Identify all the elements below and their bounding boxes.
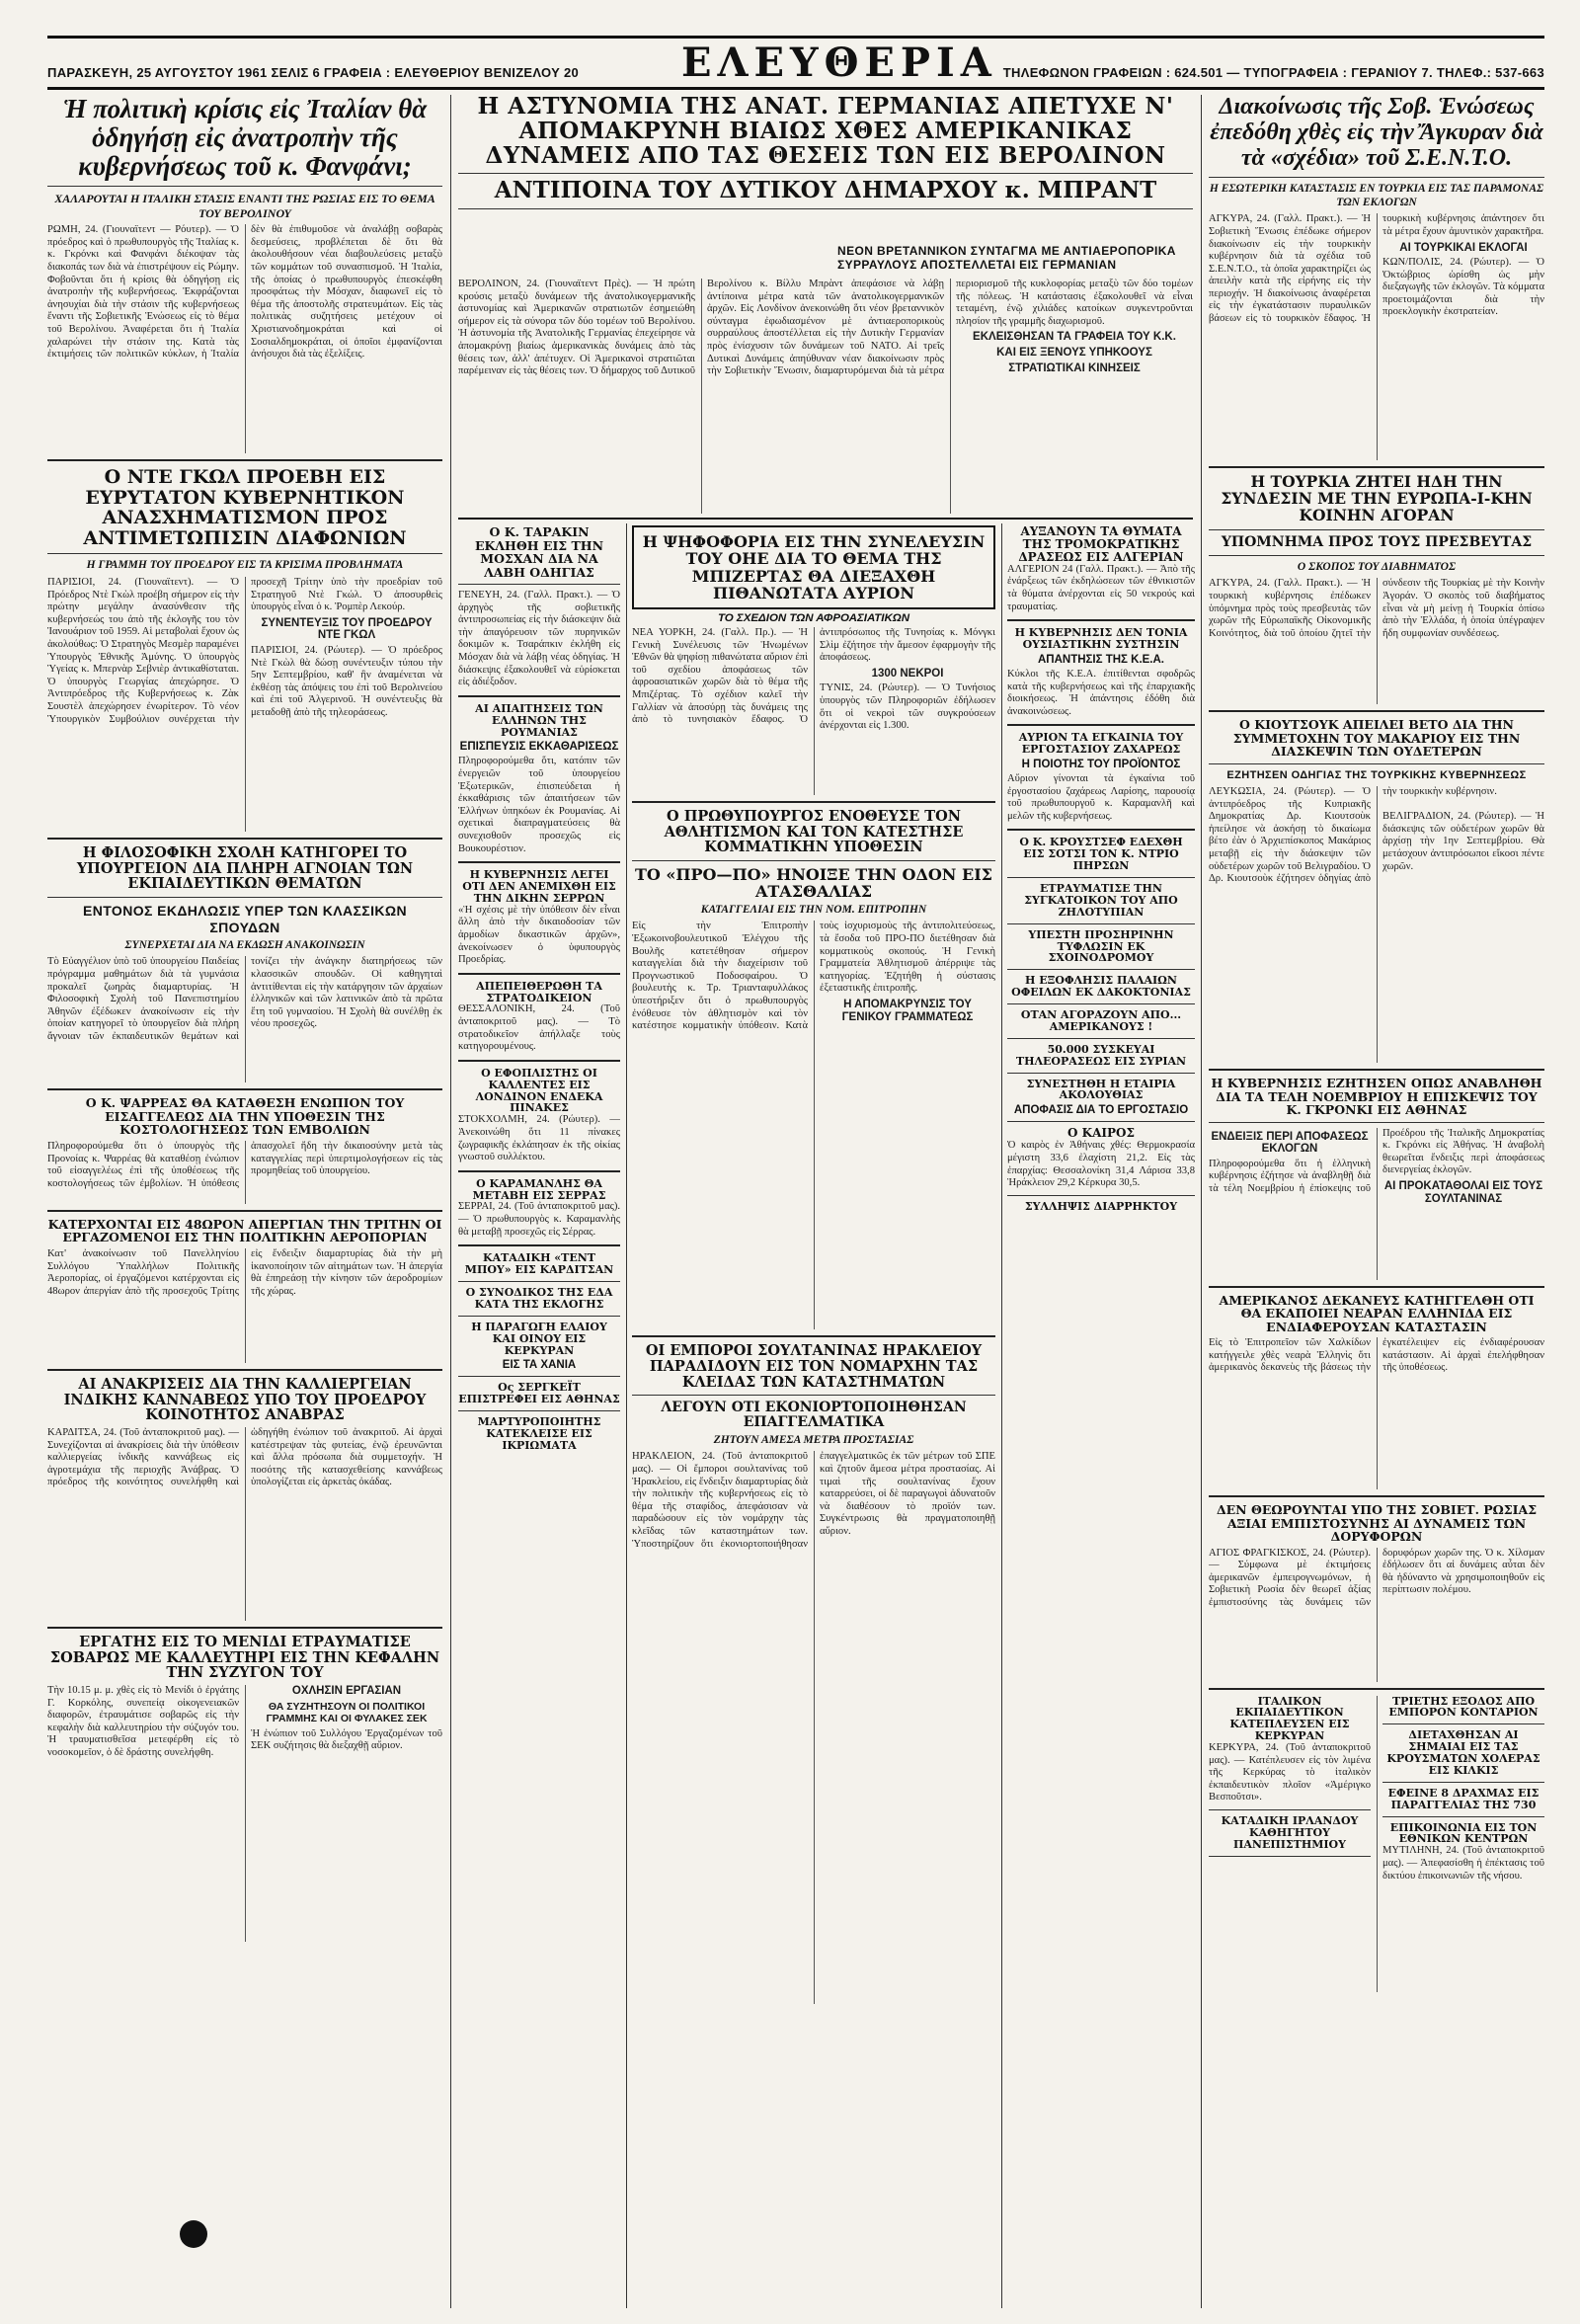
body-de-gaulle-interview: ΠΑΡΙΣΙΟΙ, 24. (Ρώυτερ). — Ὁ πρόεδρος Ντὲ Γκὼλ θὰ δώσῃ συνέντευξιν τύπου τὴν 5ην Σεπτεμβρίου, καθ' ἣν ἀναμένεται νὰ ἐκθέσῃ τὰς ἀπόψεις του ἐπὶ τοῦ Βερολινείου καὶ ἐπὶ τοῦ Ἀλγερινοῦ. Ἡ συνέντευξις θὰ μεταδοθῇ ἀπὸ τῆς τηλεοράσεως. [251, 645, 442, 719]
body-pm [632, 921, 995, 1329]
kicker-pm: ΚΑΤΑΓΓΕΛΙΑΙ ΕΙΣ ΤΗΝ ΝΟΜ. ΕΠΙΤΡΟΠΗΝ [700, 903, 927, 916]
body-kioutsouk [1209, 786, 1544, 1063]
body-uno-dead: ΤΥΝΙΣ, 24. (Ρώυτερ). — Ὁ Τυνήσιος ὑπουργὸς τῶν Πληροφοριῶν ἐδήλωσεν ὅτι οἱ νεκροὶ τῶν συγκρούσεων ἀνέρχονται εἰς 1.300. [820, 682, 995, 732]
column-center-left [458, 525, 620, 2308]
body-kea: Κύκλοι τῆς Κ.Ε.Α. ἐπιτίθενται σφοδρῶς κατὰ τῆς κυβερνήσεως καὶ τῆς ἐπαρχιακῆς διοικήσεως. Ἡ ἀπάντησις ἐδόθη διὰ ἀνακοινώσεως. [1007, 668, 1195, 717]
body-de-gaulle-main: ΠΑΡΙΣΙΟΙ, 24. (Γιουναϊτεντ). — Ὁ Πρόεδρος Ντὲ Γκὼλ προέβη σήμερον εἰς τὴν πρώτην μεγάλην ἀνασύνθεσιν τῆς κυβερνήσεώς του ἀπὸ τῆς ἐκλογῆς του τὸν Ἰανουάριον τοῦ 1959. Αἱ μεταβολαὶ ἔχουν ὡς ἀκολούθως: Ὁ Στρατηγὸς Μεσμὲρ παραμένει Ὑπουργὸς Ἐθνικῆς Ἀμύνης. Ὁ ὑπουργὸς Ὑγείας κ. Μπερνὰρ Σεβνιὲρ ἀντικαθίσταται. Ὁ ὑπουργὸς Γεωργίας ἀπεχώρησε. Ὁ Ἀντιπρόεδρος τῆς Κυβερνήσεως κ. Ζὰκ Σουστὲλ ἀπεχώρησεν ἐνωρίτερον. Τὸ νέον Ὑπουργικὸν Συμβούλιον συνέρχεται τὴν προσεχῆ Τρίτην ὑπὸ τὴν προεδρίαν τοῦ Στρατηγοῦ Ντὲ Γκώλ. Ὁ ἀποσυρθεὶς ὑπουργὸς εἶναι ὁ κ. Ῥομπὲρ Λεκούρ. [47, 577, 442, 725]
article-menidi [47, 1635, 442, 1942]
headline-serres-trial: Η ΚΥΒΕΡΝΗΣΙΣ ΛΕΓΕΙ ΟΤΙ ΔΕΝ ΑΝΕΜΙΧΘΗ ΕΙΣ ΤΗΝ ΔΙΚΗΝ ΣΕΡΡΩΝ [462, 868, 616, 905]
subkicker-menidi: ΘΑ ΣΥΖΗΤΗΣΟΥΝ ΟΙ ΠΟΛΙΤΙΚΟΙ ΓΡΑΜΜΗΣ ΚΑΙ ΟΙ ΦΥΛΑΚΕΣ ΣΕΚ [266, 1700, 428, 1725]
body-algeria: ΑΛΓΕΡΙΟΝ 24 (Γαλλ. Πρακτ.). — Ἀπὸ τῆς ἐνάρξεως τῶν ἐκδηλώσεων τῶν ἐθνικιστῶν τὰ θύματα ἀνέρχονται εἰς 50 νεκρούς καὶ τραυματίας. [1007, 563, 1195, 612]
headline-company: ΣΥΝΕΣΤΗΘΗ Η ΕΤΑΙΡΙΑ ΑΚΟΛΟΥΘΙΑΣ [1026, 1077, 1176, 1102]
column-left [47, 95, 442, 2308]
headline-sergeit: Ος ΣΕΡΓΚΕΪΤ ΕΠΙΣΤΡΕΦΕΙ ΕΙΣ ΑΘΗΝΑΣ [458, 1381, 620, 1406]
masthead-strip [47, 61, 1544, 83]
column-rule-3 [1001, 523, 1002, 2308]
column-center-right [1007, 525, 1195, 2308]
headline-drachmas: ΕΦΕΙΝΕ 8 ΔΡΑΧΜΑΣ ΕΙΣ ΠΑΡΑΓΓΕΛΙΑΣ ΤΗΣ 730 [1387, 1786, 1540, 1811]
body-menidi-main: Τὴν 10.15 μ. μ. χθὲς εἰς τὸ Μενίδι ὁ ἐργάτης Γ. Κορκόλης, συνεπείᾳ οἰκογενειακῶν διαφορῶν, ἐτραυμάτισε σοβαρῶς εἰς τὴν κεφαλὴν διὰ καλλευτηρίου τὴν σύζυγόν του. Ἡ τραυματισθεῖσα μετεφέρθη εἰς τὸ νοσοκομεῖον, ὁ δὲ δράστης συνελήφθη. [47, 1684, 239, 1758]
body-kioutsouk-main: ΛΕΥΚΩΣΙΑ, 24. (Ρώυτερ). — Ὁ ἀντιπρόεδρος τῆς Κυπριακῆς Δημοκρατίας Δρ. Κιουτσοὺκ ἠπείλησε νὰ ἀσκήσῃ τὸ δικαίωμα βέτο ἐὰν ὁ Ἀρχιεπίσκοπος Μακάριος μεταβῇ εἰς τὴν διάσκεψιν τῶν οὐδετέρων χωρῶν τοῦ Βελιγραδίου. Ὁ Δρ. Κιουτσοὺκ ἐζήτησεν ὁδηγίας ἀπὸ τὴν τουρκικὴν κυβέρνησιν. [1209, 786, 1497, 885]
headline-paintings: Ο ΕΦΟΠΛΙΣΤΗΣ ΟΙ ΚΑΛΛΕΝΤΕΣ ΕΙΣ ΛΟΝΔΙΝΟΝ ΕΝΔΕΚΑ ΠΙΝΑΚΕΣ [475, 1066, 603, 1115]
article-airport-strike [47, 1218, 442, 1363]
subhead-de-gaulle: Η ΓΡΑΜΜΗ ΤΟΥ ΠΡΟΕΔΡΟΥ ΕΙΣ ΤΑ ΚΡΙΣΙΜΑ ΠΡΟΒΛΗΜΑΤΑ [86, 559, 404, 572]
headline-algeria: ΑΥΞΑΝΟΥΝ ΤΑ ΘΥΜΑΤΑ ΤΗΣ ΤΡΟΜΟΚΡΑΤΙΚΗΣ ΔΡΑΣΕΩΣ ΕΙΣ ΑΛΓΕΡΙΑΝ [1018, 525, 1184, 564]
article-pm-athletics [632, 809, 995, 1329]
headline-martyr: ΜΑΡΤΥΡΟΠΟΙΗΤΗΣ ΚΑΤΕΚΛΕΙΣΕ ΕΙΣ ΙΚΡΙΩΜΑΤΑ [477, 1415, 601, 1452]
headline-heraklion: ΟΙ ΕΜΠΟΡΟΙ ΣΟΥΛΤΑΝΙΝΑΣ ΗΡΑΚΛΕΙΟΥ ΠΑΡΑΔΙΔΟΥΝ ΕΙΣ ΤΟΝ ΝΟΜΑΡΧΗΝ ΤΑΣ ΚΛΕΙΔΑΣ ΤΩΝ ΚΑΤΑΣΤΗΜΑΤΩΝ [645, 1342, 983, 1391]
masthead-bottom-rule [47, 87, 1544, 90]
article-philosophy-school [47, 845, 442, 1082]
kicker-purpose: Ο ΣΚΟΠΟΣ ΤΟΥ ΔΙΑΒΗΜΑΤΟΣ [1297, 560, 1457, 573]
body-menidi [47, 1685, 442, 1942]
article-de-gaulle [47, 467, 442, 832]
headline-court-martial: ΑΠΕΠΕΙΘΕΡΩΘΗ ΤΑ ΣΤΡΑΤΟΔΙΚΕΙΟΝ [476, 979, 602, 1004]
kicker-factory-decision: ΑΠΟΦΑΣΙΣ ΔΙΑ ΤΟ ΕΡΓΟΣΤΑΣΙΟ [1013, 1104, 1189, 1117]
body-pm-main: Εἰς τὴν Ἐπιτροπὴν Ἐξωκοινοβουλευτικοῦ Ἐλέγχου τῆς Βουλῆς κατετέθησαν σήμερον καταγγελίαι διὰ τὴν διαχείρισιν τοῦ Προγνωστικοῦ Ποδοσφαίρου. Ὁ βουλευτὴς κ. Τρ. Τριανταφυλλάκος ὑπεστήριξεν ὅτι ὁ πρωθυπουργὸς ἐνόθευσε τὸν ἀθλητισμὸν καὶ τὸν κατέστησε κομματικὴν ὑπόθεσιν. Κατὰ τοὺς ἰσχυρισμοὺς τῆς ἀντιπολιτεύσεως, τὰ ἔσοδα τοῦ ΠΡΟ-ΠΟ διετέθησαν διὰ κομματικοὺς σκοπούς. Ἡ Γενικὴ Γραμματεία Ἀθλητισμοῦ ἀπέρριψε τὰς κατηγορίας. Ἐζητήθη ἡ σύστασις ἐξεταστικῆς ἐπιτροπῆς. [632, 921, 995, 1032]
headline-kannabis: ΑΙ ΑΝΑΚΡΙΣΕΙΣ ΔΙΑ ΤΗΝ ΚΑΛΛΙΕΡΓΕΙΑΝ ΙΝΔΙΚΗΣ ΚΑΝΝΑΒΕΩΣ ΥΠΟ ΤΟΥ ΠΡΟΕΔΡΟΥ ΚΟΙΝΟΤΗΤΟΣ ΑΝΑΒΡΑΣ [63, 1375, 427, 1424]
masthead [0, 0, 1580, 91]
headline-pm: Ο ΠΡΩΘΥΠΟΥΡΓΟΣ ΕΝΟΘΕΥΣΕ ΤΟΝ ΑΘΛΗΤΙΣΜΟΝ ΚΑΙ ΤΟΝ ΚΑΤΕΣΤΗΣΕ ΚΟΜΜΑΤΙΚΗΝ ΥΠΟΘΕΣΙΝ [664, 808, 964, 856]
headline-kioutsouk: Ο ΚΙΟΥΤΣΟΥΚ ΑΠΕΙΛΕΙ ΒΕΤΟ ΔΙΑ ΤΗΝ ΣΥΜΜΕΤΟΧΗΝ ΤΟΥ ΜΑΚΑΡΙΟΥ ΕΙΣ ΤΗΝ ΔΙΑΣΚΕΨΙΝ ΤΩΝ ΟΥΔΕΤΕΡΩΝ [1232, 717, 1521, 760]
headline-weather: Ο ΚΑΙΡΟΣ [1067, 1126, 1135, 1141]
headline-three-year: ΤΡΙΕΤΗΣ ΕΞΟΔΟΣ ΑΠΟ ΕΜΠΟΡΟΝ ΚΟΝΤΑΡΙΟΝ [1388, 1694, 1539, 1720]
headline-ted-bou: ΚΑΤΑΔΙΚΗ «ΤΕΝΤ ΜΠΟΥ» ΕΙΣ ΚΑΡΔΙΤΣΑΝ [464, 1251, 614, 1277]
body-soviet: ΑΓΙΟΣ ΦΡΑΓΚΙΣΚΟΣ, 24. (Ρώυτερ). — Σύμφωνα μὲ ἐκτιμήσεις ἀμερικανῶν ἐμπειρογνωμόνων, ἡ Σοβιετικὴ Ρωσία δὲν θεωρεῖ ἀξίας ἐμπιστοσύνης τὰς δυνάμεις τῶν δορυφόρων χωρῶν της. Ὁ κ. Χίλσμαν ἐδήλωσεν ὅτι αἱ δυνάμεις αὗται δὲν θὰ ἠδύναντο νὰ χρησιμοποιηθοῦν εἰς περίπτωσιν πολέμου. [1209, 1547, 1544, 1608]
body-airport: Κατ' ἀνακοίνωσιν τοῦ Πανελληνίου Συλλόγου Ὑπαλλήλων Πολιτικῆς Ἀεροπορίας, οἱ ἐργαζόμενοι κατέρχονται εἰς 48ωρον ἀπεργίαν ἀπὸ τῆς προσεχοῦς Τρίτης εἰς ἔνδειξιν διαμαρτυρίας διὰ τὴν μὴ ἱκανοποίησιν τῶν αἰτημάτων των. Ἡ ἀπεργία θὰ ἐπηρεάσῃ τὴν κίνησιν τῶν ἀεροδρομίων τῆς χώρας. [47, 1247, 442, 1297]
kicker-advances: ΑΙ ΠΡΟΚΑΤΑΘΟΛΑΙ ΕΙΣ ΤΟΥΣ ΣΟΥΛΤΑΝΙΝΑΣ [1383, 1179, 1543, 1205]
headline-philosophy: Η ΦΙΛΟΣΟΦΙΚΗ ΣΧΟΛΗ ΚΑΤΗΓΟΡΕΙ ΤΟ ΥΠΟΥΡΓΕΙΟΝ ΔΙΑ ΠΛΗΡΗ ΑΓΝΟΙΑΝ ΤΩΝ ΕΚΠΑΙΔΕΥΤΙΚΩΝ ΘΕΜΑΤΩΝ [76, 844, 414, 893]
headline-khrushchev: Ο Κ. ΚΡΟΥΣΤΣΕΦ ΕΔΕΧΘΗ ΕΙΣ ΣΟΤΣΙ ΤΟΝ Κ. ΝΤΡΙΟ ΠΗΡΣΩΝ [1019, 836, 1183, 873]
body-de-gaulle [47, 577, 442, 832]
column-center [632, 525, 995, 2308]
body-tarakin: ΓΕΝΕΥΗ, 24. (Γαλλ. Πρακτ.). — Ὁ ἀρχηγὸς τῆς σοβιετικῆς ἀντιπροσωπείας εἰς τὴν διάσκεψιν διὰ τὴν ἀπαγόρευσιν τῶν πυρηνικῶν δοκιμῶν κ. Τσαράπκιν ἐκλήθη εἰς Μόσχαν διὰ νὰ λάβῃ νέας ὁδηγίας. Ἡ διάσκεψις ἐξακολουθεῖ νὰ εὑρίσκεται εἰς ἀδιέξοδον. [458, 590, 620, 688]
newspaper-title: ΕΛΕΥΘΕΡΙΑ [681, 40, 997, 86]
headline-airport: ΚΑΤΕΡΧΟΝΤΑΙ ΕΙΣ 48ΩΡΟΝ ΑΠΕΡΓΙΑΝ ΤΗΝ ΤΡΙΤΗΝ ΟΙ ΕΡΓΑΖΟΜΕΝΟΙ ΕΙΣ ΤΗΝ ΠΟΛΙΤΙΚΗΝ ΑΕΡΟΠΟΡΙΑΝ [47, 1216, 442, 1245]
kicker-product-quality: Η ΠΟΙΟΤΗΣ ΤΟΥ ΠΡΟΪΟΝΤΟΣ [1021, 759, 1181, 771]
article-kannabis [47, 1377, 442, 1621]
headline-american: ΑΜΕΡΙΚΑΝΟΣ ΔΕΚΑΝΕΥΣ ΚΑΤΗΓΓΕΛΘΗ ΟΤΙ ΘΑ ΕΚΑΠΟΙΕΙ ΝΕΑΡΑΝ ΕΛΛΗΝΙΔΑ ΕΙΣ ΕΝΔΙΑΦΕΡΟΥΣΑΝ ΚΑΤΑΣΤΑΣΙΝ [1219, 1292, 1535, 1334]
body-gronchi-main: Πληροφορούμεθα ὅτι ἡ ἑλληνικὴ κυβέρνησις ἐζήτησε νὰ ἀναβληθῇ διὰ τὰ τέλη Νοεμβρίου ἡ ἐπίσκεψις τοῦ Προέδρου τῆς Ἰταλικῆς Δημοκρατίας κ. Γκρόνκι εἰς Ἀθήνας. Ἡ ἀναβολὴ θεωρεῖται ἔνδειξις περὶ ἀποφάσεως διενεργείας ἐκλογῶν. [1209, 1127, 1544, 1194]
headline-tv-syria: 50.000 ΣΥΣΚΕΥΑΙ ΤΗΛΕΟΡΑΣΕΩΣ ΕΙΣ ΣΥΡΙΑΝ [1015, 1042, 1187, 1068]
headline-psarreas: Ο Κ. ΨΑΡΡΕΑΣ ΘΑ ΚΑΤΑΘΕΣΗ ΕΝΩΠΙΟΝ ΤΟΥ ΕΙΣΑΓΓΕΛΕΩΣ ΔΙΑ ΤΗΝ ΥΠΟΘΕΣΙΝ ΤΗΣ ΚΟΣΤΟΛΟΓΗΣΕΩΣ ΤΩΝ ΕΜΒΟΛΙΩΝ [85, 1095, 405, 1138]
headline-uno: Η ΨΗΦΟΦΟΡΙΑ ΕΙΣ ΤΗΝ ΣΥΝΕΛΕΥΣΙΝ ΤΟΥ ΟΗΕ ΔΙΑ ΤΟ ΘΕΜΑ ΤΗΣ ΜΠΙΖΕΡΤΑΣ ΘΑ ΔΙΕΞΑΧΘΗ ΠΙΘΑΝΩΤΑΤΑ ΑΥΡΙΟΝ [642, 532, 986, 602]
headline-cholera: ΔΙΕΤΑΧΘΗΣΑΝ ΑΙ ΣΗΜΑΙΑΙ ΕΙΣ ΤΑΣ ΚΡΟΥΣΜΑΤΩΝ ΧΟΛΕΡΑΣ ΕΙΣ ΚΙΛΚΙΣ [1386, 1728, 1540, 1777]
headline-government-tonia: Η ΚΥΒΕΡΝΗΣΙΣ ΔΕΝ ΤΟΝΙΑ ΟΥΣΙΑΣΤΙΚΗΝ ΣΥΣΤΗΣΙΝ [1014, 626, 1188, 652]
headline-menidi: ΕΡΓΑΤΗΣ ΕΙΣ ΤΟ ΜΕΝΙΔΙ ΕΤΡΑΥΜΑΤΙΣΕ ΣΟΒΑΡΩΣ ΜΕ ΚΑΛΛΕΥΤΗΡΙ ΕΙΣ ΤΗΝ ΚΕΦΑΛΗΝ ΤΗΝ ΣΥΖΥΓΟΝ ΤΟΥ [49, 1633, 440, 1682]
subhead-cento: Η ΕΣΩΤΕΡΙΚΗ ΚΑΤΑΣΤΑΣΙΣ ΕΝ ΤΟΥΡΚΙΑ ΕΙΣ ΤΑΣ ΠΑΡΑΜΟΝΑΣ ΤΩΝ ΕΚΛΟΓΩΝ [1209, 182, 1544, 208]
article-turkey-eec [1209, 474, 1544, 704]
kicker-berlin-offices: ΕΚΛΕΙΣΘΗΣΑΝ ΤΑ ΓΡΑΦΕΙΑ ΤΟΥ Κ.Κ. [973, 331, 1176, 344]
body-karamanlis-serres: ΣΕΡΡΑΙ, 24. (Τοῦ ἀνταποκριτοῦ μας). — Ὁ πρωθυπουργὸς κ. Καραμανλὴς θὰ μεταβῇ προσεχῶς εἰς Σέρρας. [458, 1201, 620, 1238]
body-psarreas: Πληροφορούμεθα ὅτι ὁ ὑπουργὸς τῆς Προνοίας κ. Ψαρρέας θὰ καταθέσῃ ἐνώπιον τοῦ εἰσαγγελέως ἐπὶ τῆς ὑποθέσεως τῆς κοστολογήσεως τῶν ἐμβολίων. Ἡ ὑπόθεσις ἀπασχολεῖ ἤδη τὴν δικαιοσύνην μετὰ τὰς καταγγελίας περὶ ὑπερτιμολογήσεων εἰς τὰς προμηθείας τοῦ ὑπουργείου. [47, 1140, 442, 1189]
subhead-kioutsouk: ΕΖΗΤΗΣΕΝ ΟΔΗΓΙΑΣ ΤΗΣ ΤΟΥΡΚΙΚΗΣ ΚΥΒΕΡΝΗΣΕΩΣ [1226, 768, 1527, 781]
body-uno-main: ΝΕΑ ΥΟΡΚΗ, 24. (Γαλλ. Πρ.). — Ἡ Γενικὴ Συνέλευσις τῶν Ἡνωμένων Ἐθνῶν θὰ ψηφίσῃ πιθανώτατα αὔριον ἐπὶ τοῦ σχεδίου ἀποφάσεως τῶν ἀφροασιατικῶν χωρῶν διὰ τὸ θέμα τῆς Μπιζέρτας. Τὸ σχέδιον καλεῖ τὴν Γαλλίαν νὰ ἀποσύρῃ τὰς δυνάμεις της ἀπὸ τὸ τυνησιακὸν ἔδαφος. Ὁ ἀντιπρόσωπος τῆς Τυνησίας κ. Μόνγκι Σλὶμ ἐζήτησε τὴν ἄμεσον ἐφαρμογὴν τῆς ἀποφάσεως. [632, 627, 995, 726]
body-philosophy: Τὸ Εὐαγγέλιον ὑπὸ τοῦ ὑπουργείου Παιδείας πρόγραμμα μαθημάτων διὰ τὰ γυμνάσια προκαλεῖ ζωηρὰς διαμαρτυρίας. Ἡ Φιλοσοφικὴ Σχολὴ τοῦ Πανεπιστημίου Ἀθηνῶν ἐξέδωκεν ἀνακοίνωσιν εἰς τὴν ὁποίαν κατηγορεῖ τὸ ὑπουργεῖον διὰ πλήρη ἄγνοιαν τῶν ἐκπαιδευτικῶν θεμάτων καὶ τονίζει τὴν ἀνάγκην διατηρήσεως τῶν κλασσικῶν σπουδῶν. Οἱ καθηγηταὶ ἀντιτίθενται εἰς τὴν κατάργησιν τῶν ἀρχαίων ἑλληνικῶν καὶ τῶν λατινικῶν ἀπὸ τὰ πρῶτα ἔτη τοῦ γυμνασίου. Ἡ Σχολὴ θὰ συνέλθῃ ἐκ νέου προσεχῶς. [47, 956, 442, 1043]
body-heraklion: ΗΡΑΚΛΕΙΟΝ, 24. (Τοῦ ἀνταποκριτοῦ μας). — Οἱ ἔμποροι σουλτανίνας τοῦ Ἡρακλείου, εἰς ἔνδειξιν διαμαρτυρίας διὰ τὴν πολιτικὴν τῆς κυβερνήσεως εἰς τὸ θέμα τῆς σταφίδος, ἀπεφάσισαν νὰ παραδώσουν εἰς τὸν νομάρχην τὰς κλεῖδας τῶν καταστημάτων των. Ὑποστηρίζουν ὅτι ἐκονιορτοποιήθησαν ἐπαγγελματικῶς ἐκ τῶν μέτρων τοῦ ΣΠΕ καὶ ζητοῦν ἄμεσα μέτρα προστασίας. Αἱ τιμαὶ τῆς σουλτανίνας ἔχουν καταρρεύσει, οἱ δὲ παραγωγοὶ ἀδυνατοῦν νὰ διαθέσουν τὸ προϊόν των. Συγκέντρωσις θὰ πραγματοποιηθῇ αὔριον. [632, 1451, 995, 1550]
body-uno [632, 627, 995, 795]
body-romania: Πληροφορούμεθα ὅτι, κατόπιν τῶν ἐνεργειῶν τοῦ ὑπουργείου Ἐξωτερικῶν, ἐπισπεύδεται ἡ ἐκκαθάρισις τῶν ἀπαιτήσεων τῶν Ἑλλήνων ὑπηκόων ἐκ Ρουμανίας. Αἱ σχετικαὶ διαπραγματεύσεις θὰ συνεχισθοῦν προσεχῶς εἰς Βουκουρέστιον. [458, 756, 620, 854]
article-uno-bizerte [632, 525, 995, 609]
kicker-kea: ΑΠΑΝΤΗΣΙΣ ΤΗΣ Κ.Ε.Α. [1037, 653, 1165, 666]
body-weather: Ὁ καιρὸς ἐν Ἀθήναις χθές: Θερμοκρασία μέγιστη 33,6 ἐλαχίστη 21,2. Εἰς τὰς ἐπαρχίας: Θεσσαλονίκη 31,4 Λάρισα 33,8 Ἡράκλειον 29,2 Κέρκυρα 30,5. [1007, 1140, 1195, 1189]
subhead-italy: ΧΑΛΑΡΟΥΤΑΙ Η ΙΤΑΛΙΚΗ ΣΤΑΣΙΣ ΕΝΑΝΤΙ ΤΗΣ ΡΩΣΙΑΣ ΕΙΣ ΤΟ ΘΕΜΑ ΤΟΥ ΒΕΡΟΛΙΝΟΥ [54, 192, 435, 220]
article-kerkyra-group [1209, 1696, 1544, 1992]
headline-gronchi: Η ΚΥΒΕΡΝΗΣΙΣ ΕΖΗΤΗΣΕΝ ΟΠΩΣ ΑΝΑΒΛΗΘΗ ΔΙΑ ΤΑ ΤΕΛΗ ΝΟΕΜΒΡΙΟΥ Η ΕΠΙΣΚΕΨΙΣ ΤΟΥ Κ. ΓΚΡΟΝΚΙ ΕΙΣ ΑΘΗΝΑΣ [1211, 1076, 1542, 1118]
kicker-berlin-foreign: ΚΑΙ ΕΙΣ ΞΕΝΟΥΣ ΥΠΗΚΟΟΥΣ [996, 346, 1152, 359]
headline-communication: ΕΠΙΚΟΙΝΩΝΙΑ ΕΙΣ ΤΟΝ ΕΘΝΙΚΩΝ ΚΕΝΤΡΩΝ [1389, 1820, 1538, 1846]
headline-debts: Η ΕΞΟΦΛΗΣΙΣ ΠΑΛΑΙΩΝ ΟΦΕΙΛΩΝ ΕΚ ΔΑΚΟΚΤΟΝΙΑΣ [1011, 974, 1191, 1000]
kicker-menidi: ΟΧΛΗΣΙΝ ΕΡΓΑΣΙΑΝ [291, 1684, 402, 1697]
headline-romania: ΑΙ ΑΠΑΙΤΗΣΕΙΣ ΤΩΝ ΕΛΛΗΝΩΝ ΤΗΣ ΡΟΥΜΑΝΙΑΣ [475, 701, 603, 739]
headline-kerkyra-ship: ΙΤΑΛΙΚΟΝ ΕΚΠΑΙΔΕΥΤΙΚΟΝ ΚΑΤΕΠΛΕΥΣΕΝ ΕΙΣ ΚΕΡΚΥΡΑΝ [1229, 1694, 1350, 1743]
subhead-heraklion: ΛΕΓΟΥΝ ΟΤΙ ΕΚΟΝΙΟΡΤΟΠΟΙΗΘΗΣΑΝ ΕΠΑΓΓΕΛΜΑΤΙΚΑ [661, 1400, 967, 1431]
body-american: Εἰς τὸ Ἐπιτροπεῖον τῶν Χαλκίδων κατήγγειλε χθὲς νεαρὰ Ἑλληνὶς ὅτι ἀμερικανὸς δεκανεὺς τῆς βάσεως τὴν ἐγκατέλειψεν εἰς ἐνδιαφέρουσαν κατάστασιν. Αἱ ἀρχαὶ ἐπελήφθησαν τῆς ὑποθέσεως. [1209, 1337, 1544, 1374]
headline-jealousy: ΕΤΡΑΥΜΑΤΙΣΕ ΤΗΝ ΣΥΓΚΑΤΟΙΚΟΝ ΤΟΥ ΑΠΟ ΖΗΛΟΤΥΠΙΑΝ [1024, 882, 1178, 919]
article-cento-note [1209, 95, 1544, 460]
body-communication: ΜΥΤΙΛΗΝΗ, 24. (Τοῦ ἀνταποκριτοῦ μας). — Ἀπεφασίσθη ἡ ἐπέκτασις τοῦ δικτύου ἐπικοινωνιῶν τῆς νήσου. [1382, 1845, 1544, 1882]
headline-kerkyra-oil: Η ΠΑΡΑΓΩΓΗ ΕΛΑΙΟΥ ΚΑΙ ΟΙΝΟΥ ΕΙΣ ΚΕΡΚΥΡΑΝ [471, 1320, 607, 1357]
body-kerkyra-ship: ΚΕΡΚΥΡΑ, 24. (Τοῦ ἀνταποκριτοῦ μας). — Κατέπλευσεν εἰς τὸν λιμένα τῆς Κερκύρας τὸ ἰταλικὸν ἐκπαιδευτικὸν πλοῖον «Ἀμέριγκο Βεσποῦτσι». [1209, 1742, 1371, 1803]
kicker-berlin-military: ΣΤΡΑΤΙΩΤΙΚΑΙ ΚΙΝΗΣΕΙΣ [1008, 361, 1141, 374]
body-gronchi [1209, 1128, 1544, 1280]
subkicker-british [837, 244, 1193, 274]
phone-line: ΤΗΛΕΦΩΝΟΝ ΓΡΑΦΕΙΩΝ : 624.501 — ΤΥΠΟΓΡΑΦΕΙΑ : ΓΕΡΑΝΙΟΥ 7. ΤΗΛΕΦ.: 537-663 [1002, 65, 1544, 80]
subhead-brandt: ΑΝΤΙΠΟΙΝΑ ΤΟΥ ΔΥΤΙΚΟΥ ΔΗΜΑΡΧΟΥ κ. ΜΠΡΑΝΤ [494, 177, 1157, 204]
sub-british-regiment: ΝΕΟΝ ΒΡΕΤΑΝΝΙΚΟΝ ΣΥΝΤΑΓΜΑ ΜΕ ΑΝΤΙΑΕΡΟΠΟΡΙΚΑ ΣΥΡΡΑΥΛΟΥΣ ΑΠΟΣΤΕΛΛΕΤΑΙ ΕΙΣ ΓΕΡΜΑΝΙΑΝ [837, 244, 1176, 273]
kicker-romania: ΕΠΙΣΠΕΥΣΙΣ ΕΚΚΑΘΑΡΙΣΕΩΣ [459, 741, 619, 754]
headline-eda: Ο ΣΥΝΟΔΙΚΟΣ ΤΗΣ ΕΔΑ ΚΑΤΑ ΤΗΣ ΕΚΛΟΓΗΣ [465, 1286, 613, 1311]
article-heraklion-merchants [632, 1343, 995, 2004]
kicker-heraklion: ΖΗΤΟΥΝ ΑΜΕΣΑ ΜΕΤΡΑ ΠΡΟΣΤΑΣΙΑΣ [713, 1433, 914, 1446]
subhead-uno: ΤΟ ΣΧΕΔΙΟΝ ΤΩΝ ΑΦΡΟΑΣΙΑΤΙΚΩΝ [717, 612, 910, 625]
body-cento-main: ΑΓΚΥΡΑ, 24. (Γαλλ. Πρακτ.). — Ἡ Σοβιετικὴ Ἕνωσις ἐπέδωκε σήμερον διακοίνωσιν εἰς τὴν τουρκικὴν κυβέρνησιν διὰ τὰ σχέδια τοῦ Σ.Ε.Ν.Τ.Ο., τὰ ὁποῖα χαρακτηρίζει ὡς ἀπειλὴν κατὰ τῆς εἰρήνης εἰς τὴν περιοχήν. Ἡ διακοίνωσις ἀναφέρεται εἰς τὴν ἐγκατάστασιν πυραυλικῶν βάσεων εἰς τὸ τουρκικὸν ἔδαφος. Ἡ τουρκικὴ κυβέρνησις ἀπάντησεν ὅτι τὰ μέτρα ἔχουν ἀμυντικὸν χαρακτῆρα. [1209, 213, 1544, 325]
column-rule-2 [626, 523, 627, 2308]
body-kannabis: ΚΑΡΔΙΤΣΑ, 24. (Τοῦ ἀνταποκριτοῦ μας). — Συνεχίζονται αἱ ἀνακρίσεις διὰ τὴν ὑπόθεσιν καλλιεργείας ἰνδικῆς καννάβεως εἰς ἀγροτεμάχια τῆς περιοχῆς Ἀνάβρας. Ὁ πρόεδρος τῆς κοινότητος συνελήφθη καὶ ὡδηγήθη ἐνώπιον τοῦ ἀνακριτοῦ. Αἱ ἀρχαὶ κατέστρεψαν τὰς φυτείας, ἐνῷ ἐρευνῶνται καὶ ἄλλα πρόσωπα διὰ συμμετοχήν. Ἡ ποσότης τῆς κατασχεθείσης καννάβεως ὑπολογίζεται εἰς ἀρκετὰς ὀκάδας. [47, 1426, 442, 1488]
body-court-martial: ΘΕΣΣΑΛΟΝΙΚΗ, 24. (Τοῦ ἀνταποκριτοῦ μας). — Τὸ στρατοδικεῖον ἀπήλλαξε τοὺς κατηγορουμένους. [458, 1003, 620, 1053]
kicker-chania: ΕΙΣ ΤΑ ΧΑΝΙΑ [502, 1359, 577, 1372]
subhead-philosophy: ΣΥΝΕΡΧΕΤΑΙ ΔΙΑ ΝΑ ΕΚΔΩΣΗ ΑΝΑΚΟΙΝΩΣΙΝ [124, 938, 365, 951]
headline-burglar: ΣΥΛΛΗΨΙΣ ΔΙΑΡΡΗΚΤΟΥ [1024, 1199, 1178, 1213]
body-italy: ΡΩΜΗ, 24. (Γιουναϊτεντ — Ρόυτερ). — Ὁ πρόεδρος καὶ ὁ πρωθυπουργὸς τῆς Ἰταλίας κ. κ. Γκρόνκι καὶ Φανφάνι διέκοψαν τὰς διακοπάς των διὰ νὰ ἐπιστρέψουν εἰς Ρώμην. Φοβοῦνται ὅτι ἡ κρίσις θὰ ὁδηγήσῃ εἰς ἀνατροπὴν τῆς κυβερνήσεως. Ἐκφράζονται ἀνησυχίαι διὰ τὴν στάσιν τῆς κυβερνήσεως ἔναντι τῆς Σοβιετικῆς Ἑνώσεως εἰς τὸ θέμα τοῦ Βερολίνου. Ἀναφέρεται ὅτι ἡ Ἰταλία χαλαρώνει τὴν στάσιν της. Κατὰ τὰς ἐκτιμήσεις τῶν πολιτικῶν κύκλων, ἡ Ἰταλία δὲν θὰ ἐπιθυμοῦσε νὰ ἀναλάβῃ σοβαρὰς δεσμεύσεις, προβλέπεται δὲ ὅτι θὰ ἀκολουθήσουν νέαι διαβουλεύσεις μεταξὺ τῶν κομμάτων τοῦ συνασπισμοῦ. Ἡ Ἰταλία, τῆς ὁποίας ὁ πρωθυπουργὸς ἐπεσκέφθη προσφάτως τὴν Μόσχαν, διαφωνεῖ εἰς τὸ θέμα τῆς ἀποστολῆς στρατευμάτων. Εἰς τὰς πολιτικὰς συζητήσεις μετέχουν οἱ Χριστιανοδημοκράται καὶ οἱ Σοσιαλδημοκράται, οἱ ὁποῖοι ἐμφανίζονται ἀνήσυχοι διὰ τὰς ἐξελίξεις. [47, 224, 442, 361]
body-turkish-elections: ΚΩΝ/ΠΟΛΙΣ, 24. (Ρώυτερ). — Ὁ Ὀκτώβριος ὡρίσθη ὡς μὴν διεξαγωγῆς τῶν ἐκλογῶν. Τὰ κόμματα προετοιμάζονται διὰ τὴν προεκλογικὴν ἐκστρατείαν. [1382, 257, 1544, 318]
kicker-uno-dead: 1300 ΝΕΚΡΟΙ [871, 667, 944, 680]
ink-blot [180, 2220, 207, 2248]
kicker-elections-indication: ΕΝΔΕΙΞΙΣ ΠΕΡΙ ΑΠΟΦΑΣΕΩΣ ΕΚΛΟΓΩΝ [1211, 1130, 1369, 1156]
column-rule-4 [1201, 95, 1202, 2308]
body-menidi-second: Ἡ ἐνώπιον τοῦ Συλλόγου Ἐργαζομένων τοῦ ΣΕΚ συζήτησις θὰ διεξαχθῇ αὔριον. [251, 1727, 442, 1752]
headline-berlin: Η ΑΣΤΥΝΟΜΙΑ ΤΗΣ ΑΝΑΤ. ΓΕΡΜΑΝΙΑΣ ΑΠΕΤΥΧΕ Ν' ΑΠΟΜΑΚΡΥΝΗ ΒΙΑΙΩΣ ΧΘΕΣ ΑΜΕΡΙΚΑΝΙΚΑΣ ΔΥΝΑΜΕΙΣ ΑΠΟ ΤΑΣ ΘΕΣΕΙΣ ΤΩΝ ΕΙΣ ΒΕΡΟΛΙΝΟΝ [477, 95, 1174, 169]
column-rule-1 [450, 95, 451, 2308]
body-turkey-eec: ΑΓΚΥΡΑ, 24. (Γαλλ. Πρακτ.). — Ἡ τουρκικὴ κυβέρνησις ἐπέδωκεν ὑπόμνημα πρὸς τοὺς πρεσβευτὰς τῶν χωρῶν τῆς Εὐρωπαϊκῆς Οἰκονομικῆς Κοινότητος, διὰ τοῦ ὁποίου ζητεῖ τὴν σύνδεσιν τῆς Τουρκίας μὲ τὴν Κοινὴν Ἀγοράν. Ὁ σκοπὸς τοῦ διαβήματος εἶναι νὰ μὴ μείνῃ ἡ Τουρκία ὀπίσω ἀπὸ τὴν Ἑλλάδα, ἡ ὁποία ὑπέγραψεν ἤδη συμφωνίαν συνδέσεως. [1209, 578, 1544, 639]
body-berlin-main: ΒΕΡΟΛΙΝΟΝ, 24. (Γιουναϊτεντ Πρὲς). — Ἡ πρώτη κρούσις μεταξὺ δυνάμεων τῆς ἀνατολικογερμανικῆς ἀστυνομίας καὶ Ἀμερικανῶν στρατιωτῶν ἐσημειώθη σήμερον εἰς τὰ σύνορα τῶν δύο τομέων τοῦ Βερολίνου. Ἡ ἀστυνομία τῆς Ἀνατολικῆς Γερμανίας ἐπεχείρησε νὰ ἀπομακρύνῃ βιαίως ἀμερικανικὰς δυνάμεις ἀπὸ τὰς θέσεις των, ἀλλ' ἀπέτυχεν. Οἱ Ἀμερικανοὶ στρατιῶται παρέμειναν εἰς τὰς θέσεις των. Ὁ δήμαρχος τοῦ Δυτικοῦ Βερολίνου κ. Βίλλυ Μπρὰντ ἀπεφάσισε νὰ λάβῃ ἀντίποινα μέτρα κατὰ τῶν ἀνατολικογερμανικῶν ἀρχῶν. Εἰς Λονδίνον ἀνεκοινώθη ὅτι νέον βρεταννικὸν σύνταγμα ἐφωδιασμένον μὲ ἀντιαεροπορικοὺς συρραύλους ἀποστέλλεται εἰς τὴν Δυτικὴν Γερμανίαν πρὸς ἐνίσχυσιν τῶν δυνάμεων τοῦ ΝΑΤΟ. Αἱ τρεῖς Δυτικαὶ Δυνάμεις ἀπηύθυναν νέαν διακοίνωσιν πρὸς τὴν Σοβιετικὴν Ἕνωσιν, διαμαρτυρόμεναι διὰ τὰ μέτρα περιορισμοῦ τῆς κυκλοφορίας μεταξὺ τῶν δύο τομέων τῆς πόλεως. Ἡ κατάστασις ἐξακολουθεῖ νὰ εἶναι τεταμένη, ἐνῷ χιλιάδες κατοίκων συγκεντροῦνται πλησίον τῆς γραμμῆς διαχωρισμοῦ. [458, 279, 1193, 377]
headline-americans: ΟΤΑΝ ΑΓΟΡΑΖΟΥΝ ΑΠΟ... ΑΜΕΡΙΚΑΝΟΥΣ ! [1020, 1008, 1182, 1033]
article-american-corporal [1209, 1294, 1544, 1490]
article-psarreas [47, 1096, 442, 1204]
article-soviet-satellites [1209, 1503, 1544, 1682]
masthead-top-rule [47, 36, 1544, 39]
headline-blindness: ΥΠΕΣΤΗ ΠΡΟΣΗΡΙΝΗΝ ΤΥΦΛΩΣΙΝ ΕΚ ΣΧΟΙΝΟΔΡΟΜΟΥ [1028, 927, 1174, 965]
column-right [1209, 95, 1544, 2308]
article-kioutsouk [1209, 718, 1544, 1063]
body-cento [1209, 213, 1544, 460]
headline-sugar-factory: ΑΥΡΙΟΝ ΤΑ ΕΓΚΑΙΝΙΑ ΤΟΥ ΕΡΓΟΣΤΑΣΙΟΥ ΖΑΧΑΡΕΩΣ [1018, 731, 1184, 757]
body-berlin [458, 279, 1193, 514]
article-italy-crisis [47, 95, 442, 453]
headline-tarakin: Ο Κ. ΤΑΡΑΚΙΝ ΕΚΛΗΘΗ ΕΙΣ ΤΗΝ ΜΟΣΧΑΝ ΔΙΑ ΝΑ ΛΑΒΗ ΟΔΗΓΙΑΣ [474, 525, 604, 580]
kicker-philosophy: ΕΝΤΟΝΟΣ ΕΚΔΗΛΩΣΙΣ ΥΠΕΡ ΤΩΝ ΚΛΑΣΣΙΚΩΝ ΣΠΟΥΔΩΝ [82, 903, 408, 935]
body-belgrade: ΒΕΛΙΓΡΑΔΙΟΝ, 24. (Ρώυτερ). — Ἡ διάσκεψις τῶν οὐδετέρων χωρῶν θὰ ἀρχίσῃ τὴν 1ην Σεπτεμβρίου. Θὰ μετάσχουν ἀντιπρόσωποι εἴκοσι πέντε χωρῶν. [1382, 811, 1544, 872]
date-line: ΠΑΡΑΣΚΕΥΗ, 25 ΑΥΓΟΥΣΤΟΥ 1961 ΣΕΛΙΣ 6 ΓΡΑΦΕΙΑ : ΕΛΕΥΘΕΡΙΟΥ ΒΕΝΙΖΕΛΟΥ 20 [47, 65, 580, 80]
subhead-memorandum: ΥΠΟΜΝΗΜΑ ΠΡΟΣ ΤΟΥΣ ΠΡΕΣΒΕΥΤΑΣ [1221, 533, 1533, 550]
kicker-secretary: Η ΑΠΟΜΑΚΡΥΝΣΙΣ ΤΟΥ ΓΕΝΙΚΟΥ ΓΡΑΜΜΑΤΕΩΣ [841, 998, 974, 1023]
article-gronchi-visit [1209, 1077, 1544, 1280]
headline-turkey-eec: Η ΤΟΥΡΚΙΑ ΖΗΤΕΙ ΗΔΗ ΤΗΝ ΣΥΝΔΕΣΙΝ ΜΕ ΤΗΝ ΕΥΡΩΠΑ-Ι-ΚΗΝ ΚΟΙΝΗΝ ΑΓΟΡΑΝ [1221, 472, 1533, 524]
kicker-de-gaulle-interview: ΣΥΝΕΝΤΕΥΞΙΣ ΤΟΥ ΠΡΟΕΔΡΟΥ ΝΤΕ ΓΚΩΛ [261, 616, 433, 642]
body-paintings: ΣΤΟΚΧΟΛΜΗ, 24. (Ρώυτερ). — Ἀνεκοινώθη ὅτι 11 πίνακες ζωγραφικῆς ἐκλάπησαν ἐκ τῆς οἰκίας γνωστοῦ συλλέκτου. [458, 1114, 620, 1163]
kicker-turkish-elections: ΑΙ ΤΟΥΡΚΙΚΑΙ ΕΚΛΟΓΑΙ [1399, 241, 1528, 254]
headline-soviet: ΔΕΝ ΘΕΩΡΟΥΝΤΑΙ ΥΠΟ ΤΗΣ ΣΟΒΙΕΤ. ΡΩΣΙΑΣ ΑΞΙΑΙ ΕΜΠΙΣΤΟΣΥΝΗΣ ΑΙ ΔΥΝΑΜΕΙΣ ΤΩΝ ΔΟΡΥΦΟΡΩΝ [1216, 1502, 1538, 1545]
headline-irish-professor: ΚΑΤΑΔΙΚΗ ΙΡΛΑΝΔΟΥ ΚΑΘΗΓΗΤΟΥ ΠΑΝΕΠΙΣΤΗΜΙΟΥ [1221, 1814, 1359, 1851]
body-serres-trial: «Ἡ σχέσις μὲ τὴν ὑπόθεσιν δὲν εἶναι ἄλλη ἀπὸ τὴν δικαιοδοσίαν τῶν ἀρμοδίων δικαστικῶν ἀρχῶν», ἀνεκοίνωσεν ὁ ὑφυπουργὸς Προεδρίας. [458, 904, 620, 966]
headline-de-gaulle: Ο ΝΤΕ ΓΚΩΛ ΠΡΟΕΒΗ ΕΙΣ ΕΥΡΥΤΑΤΟΝ ΚΥΒΕΡΝΗΤΙΚΟΝ ΑΝΑΣΧΗΜΑΤΙΣΜΟΝ ΠΡΟΣ ΑΝΤΙΜΕΤΩΠΙΣΙΝ ΔΙΑΦΩΝΙΩΝ [83, 466, 407, 549]
headline-italy: Ἡ πολιτικὴ κρίσις εἰς Ἰταλίαν θὰ ὁδηγήσῃ εἰς ἀνατροπὴν τῆς κυβερνήσεως τοῦ κ. Φανφάνι; [62, 95, 428, 182]
rule-under-berlin [458, 518, 1193, 520]
headline-karamanlis-serres: Ο ΚΑΡΑΜΑΝΛΗΣ ΘΑ ΜΕΤΑΒΗ ΕΙΣ ΣΕΡΡΑΣ [472, 1176, 606, 1202]
subhead-propo: ΤΟ «ΠΡΟ—ΠΟ» ΗΝΟΙΞΕ ΤΗΝ ΟΔΟΝ ΕΙΣ ΑΤΑΣΘΑΛΙΑΣ [635, 865, 992, 902]
body-sugar: Αὔριον γίνονται τὰ ἐγκαίνια τοῦ ἐργοστασίου ζαχάρεως Λαρίσης, παρουσίᾳ τοῦ πρωθυπουργοῦ κ. Καραμανλῆ καὶ μελῶν τῆς κυβερνήσεως. [1007, 773, 1195, 822]
headline-cento: Διακοίνωσις τῆς Σοβ. Ἑνώσεως ἐπεδόθη χθὲς εἰς τὴν Ἄγκυραν διὰ τὰ «σχέδια» τοῦ Σ.Ε.Ν.Τ.Ο. [1210, 95, 1543, 171]
